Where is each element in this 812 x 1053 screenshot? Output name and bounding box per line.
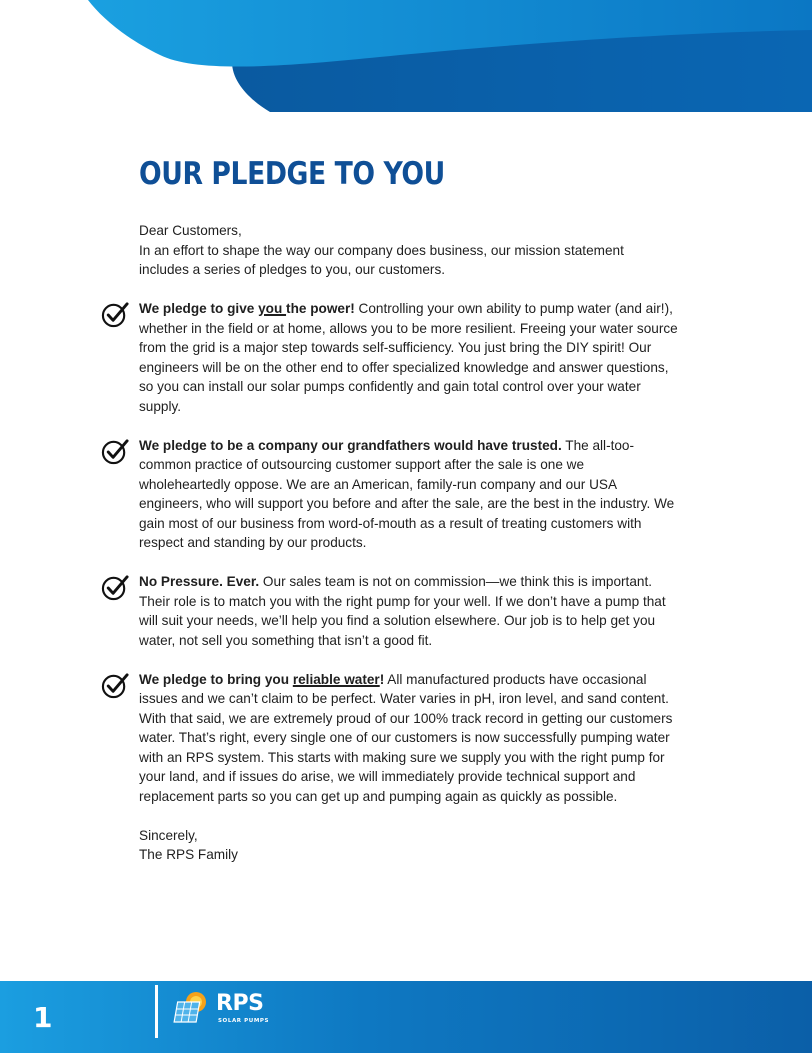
checkmark-circle-icon	[101, 437, 130, 466]
pledge-heading-b: !	[379, 671, 385, 687]
pledge-text: Our sales team is not on commission—we think this is important. Their role is to match you with the right pump for your well. If we don’t have a pump that will suit your needs, we’ll help you find a solution elsewhere. Our job is to help get you water, not sell you something that isn’t a good fit.	[139, 574, 666, 648]
pledge-heading-b: the power!	[286, 301, 355, 316]
pledge-text: All manufactured products have occasional issues and we can’t claim to be perfect. Water varies in pH, iron level, and sand content. With that said, we are extremely proud of our 100% track record in getting our customers water. That’s right, every single one of our customers is now successfully pumping water with an RPS system. This starts with making sure we supply you with the right pump for your land, and if issues do arise, we will immediately provide technical support and replacement parts so you can get up and pumping again as quickly as possible.	[139, 671, 673, 804]
pledge-heading-underlined: reliable water	[292, 671, 380, 687]
checkmark-circle-icon	[101, 573, 130, 602]
pledge-heading: We pledge to be a company our grandfathers would have trusted.	[139, 437, 562, 453]
pledge-trusted	[139, 436, 679, 553]
letter-body	[139, 221, 679, 865]
pledge-heading-a: We pledge to bring you	[139, 671, 293, 687]
page-title: OUR PLEDGE TO YOU	[139, 156, 445, 192]
signature: The RPS Family	[139, 847, 238, 862]
footer-banner	[0, 981, 812, 1053]
pledge-power	[139, 299, 679, 416]
checkmark-circle-icon	[101, 300, 130, 329]
pledge-text: Controlling your own ability to pump water (and air!), whether in the field or at home, allows you to be more resilient. Freeing your water source from the grid is a major step towards self-sufficiency. You just bring the DIY spirit! Our engineers will be on the other end to offer specialized knowledge and answer questions, so you can install our solar pumps confidently and gain total control over your water supply.	[139, 301, 678, 414]
pledge-heading-underlined: you	[258, 301, 287, 316]
pledge-heading: No Pressure. Ever.	[139, 574, 260, 589]
pledge-heading-a: We pledge to give	[139, 301, 259, 316]
pledge-no-pressure	[139, 572, 679, 650]
intro-line-1: In an effort to shape the way our company does business, our mission statement	[139, 242, 624, 258]
page-number: 1	[33, 1001, 53, 1034]
logo-wordmark: RPS	[216, 991, 264, 1016]
checkmark-circle-icon	[101, 671, 130, 700]
intro-line-2: includes a series of pledges to you, our customers.	[139, 262, 446, 277]
signoff: Sincerely,	[139, 827, 198, 843]
header-banner	[0, 0, 812, 115]
footer-divider	[155, 985, 158, 1038]
pledge-reliable-water	[139, 670, 679, 807]
logo-tagline: SOLAR PUMPS	[218, 1018, 270, 1024]
greeting: Dear Customers,	[139, 223, 242, 238]
pledge-text: The all-too-common practice of outsourcing customer support after the sale is one we wholeheartedly oppose. We are an American, family-run company and our USA engineers, who will support you before and after the sale, are the best in the industry. We gain most of our business from word-of-mouth as a result of treating customers with respect and standing by our products.	[139, 437, 675, 550]
